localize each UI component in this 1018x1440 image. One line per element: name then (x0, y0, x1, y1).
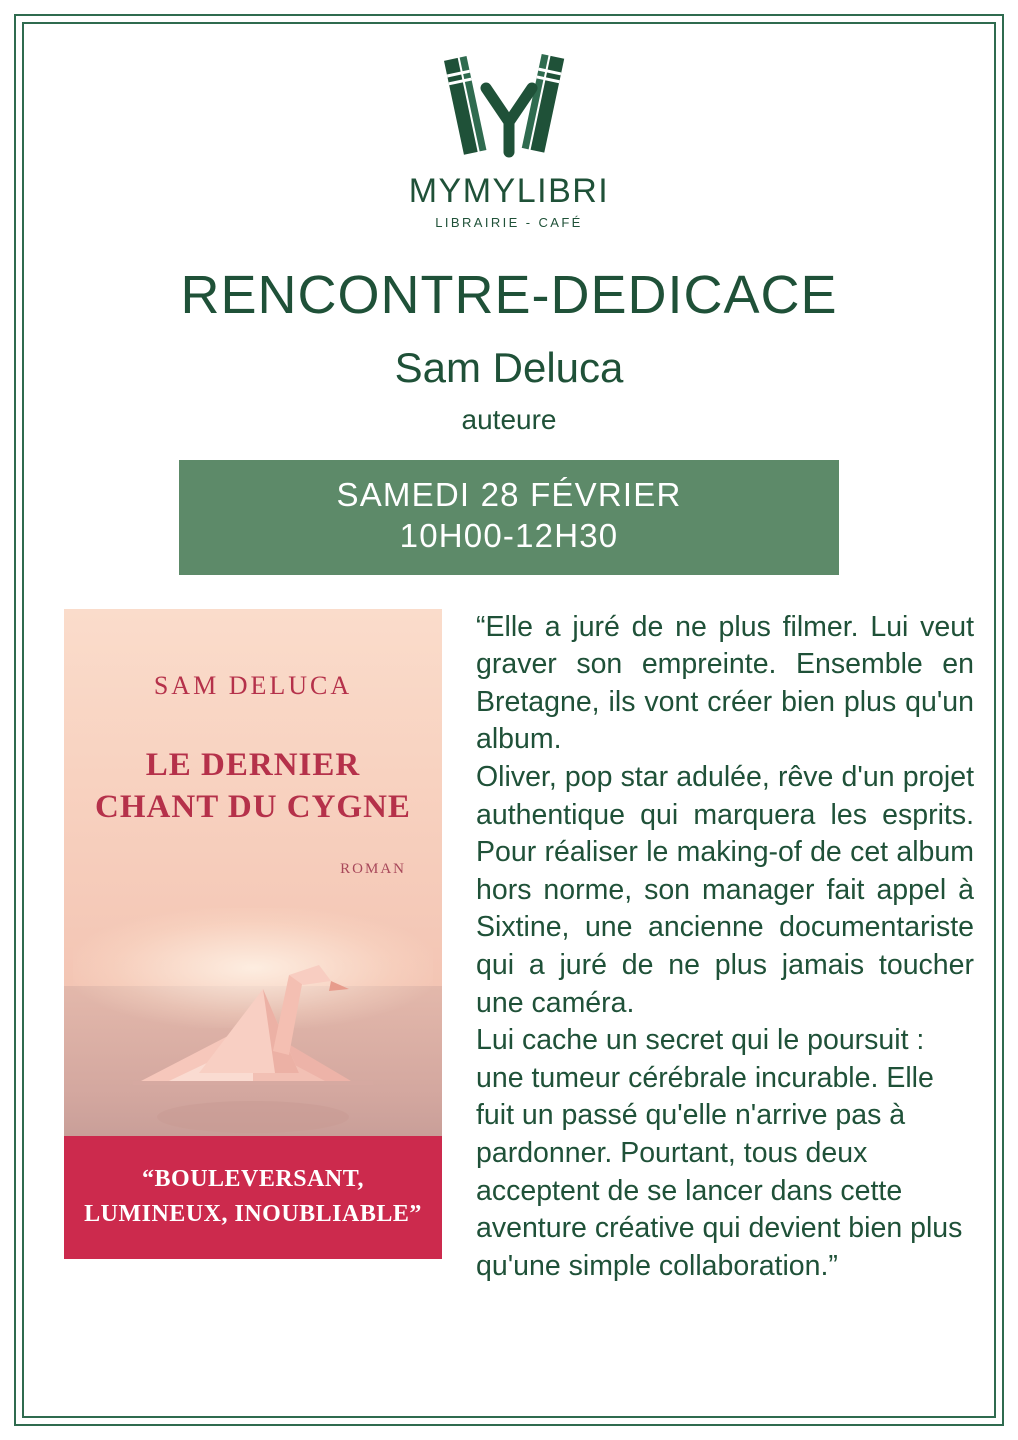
cover-title (64, 744, 442, 830)
cover-title-line-2: CHANT DU CYGNE (95, 789, 411, 826)
cover-quote-line-1: “BOULEVERSANT, (142, 1166, 364, 1193)
event-date: SAMEDI 28 FÉVRIER (336, 476, 682, 513)
poster-content (40, 34, 978, 1406)
date-time-banner (179, 460, 839, 575)
cover-quote-band (64, 1136, 442, 1259)
event-time: 10H00-12H30 (399, 517, 619, 555)
lower-section (40, 609, 978, 1286)
book-cover (64, 609, 442, 1259)
page-title: RENCONTRE-DEDICACE (180, 265, 838, 325)
synopsis-paragraph-2: Oliver, pop star adulée, rêve d'un projet authentique qui marquera les esprits. Pour réaliser le making-of de cet album hors norme, son manager fait appel à Sixtine, une ancienne documentariste qui a juré de ne plus jamais toucher une caméra. (476, 760, 974, 1019)
synopsis-paragraph-1: “Elle a juré de ne plus filmer. Lui veut graver son empreinte. Ensemble en Bretagne, ils vont créer bien plus qu'un album. (476, 610, 974, 756)
synopsis-paragraph-3: Lui cache un secret qui le poursuit : une tumeur cérébrale incurable. Elle fuit un passé qu'elle n'arrive pas à pardonner. Pourtant, tous deux acceptent de se lancer dans cette aventure créative qui devient bien plus qu'une simple collaboration.” (476, 1024, 963, 1282)
cover-quote-line-2: LUMINEUX, INOUBLIABLE” (84, 1201, 422, 1227)
cover-title-line-1: LE DERNIER (145, 746, 361, 783)
book-cover-column (40, 609, 440, 1259)
author-role: auteure (461, 404, 557, 435)
brand-name: MYMYLIBRI (408, 172, 610, 210)
cover-genre-label: ROMAN (340, 860, 406, 877)
cover-author-name: SAM DELUCA (153, 670, 353, 700)
book-m-logo-icon (434, 48, 584, 166)
synopsis-column (440, 609, 978, 1286)
brand-logo-block (40, 34, 978, 230)
brand-tagline: LIBRAIRIE - CAFÉ (435, 215, 583, 230)
origami-swan-icon (103, 931, 403, 1151)
author-name: Sam Deluca (394, 344, 624, 391)
